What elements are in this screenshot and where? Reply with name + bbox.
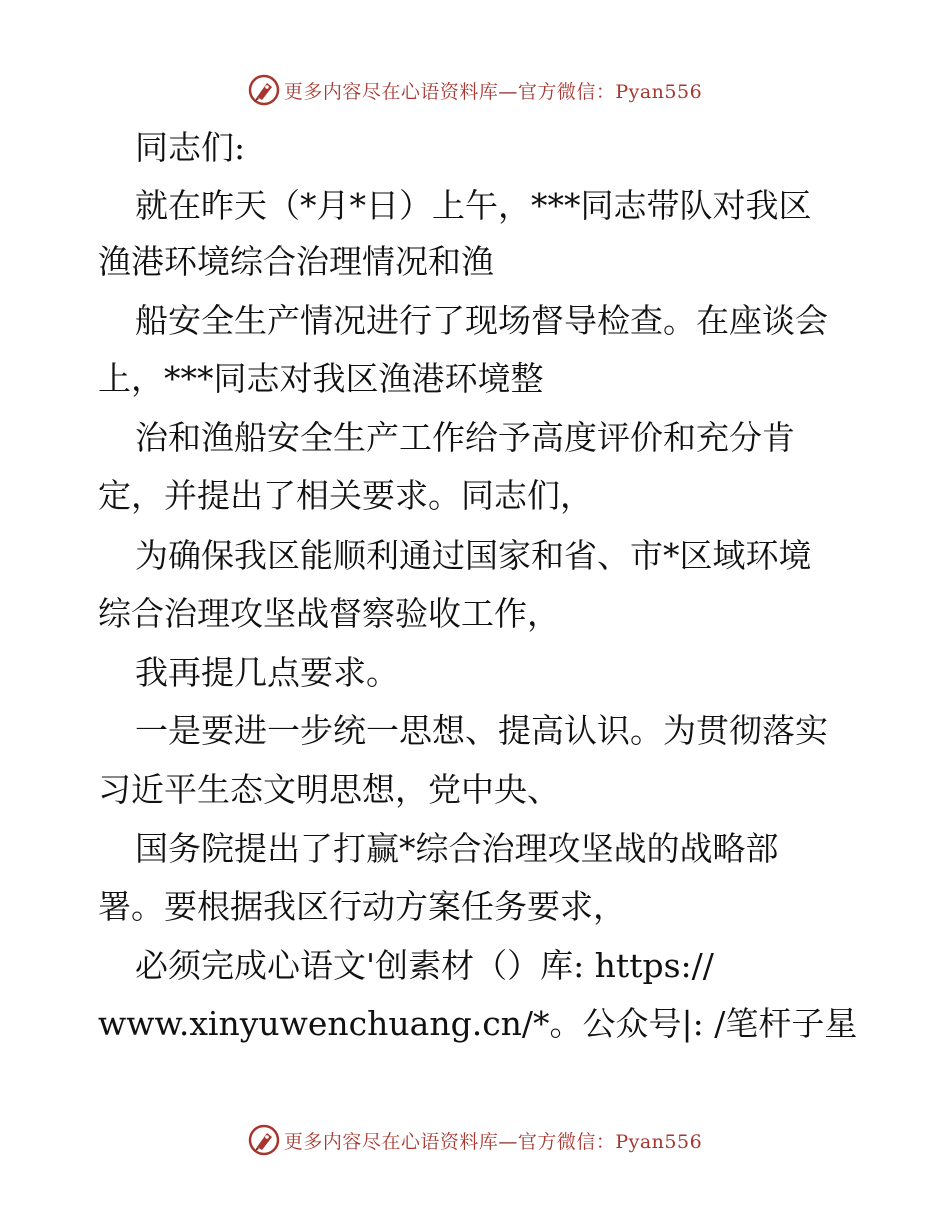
doc-line: 署。要根据我区行动方案任务要求， <box>98 887 626 926</box>
pen-nib-logo-icon <box>248 74 280 106</box>
doc-line: 一是要进一步统一思想、提高认识。为贯彻落实 <box>135 711 828 750</box>
footer-banner <box>0 1120 950 1160</box>
doc-line: 渔港环境综合治理情况和渔 <box>98 242 494 281</box>
doc-line: 船安全生产情况进行了现场督导检查。在座谈会 <box>135 301 828 340</box>
banner-separator: — <box>498 1130 518 1153</box>
header-banner <box>0 70 950 110</box>
banner-separator: — <box>498 80 518 103</box>
banner-text <box>284 1127 702 1154</box>
doc-line: 定，并提出了相关要求。同志们， <box>98 476 593 515</box>
pen-nib-logo-icon <box>248 1124 280 1156</box>
doc-line: 治和渔船安全生产工作给予高度评价和充分肯 <box>135 418 795 457</box>
doc-line: 同志们: <box>135 128 246 167</box>
doc-line: 习近平生态文明思想，党中央、 <box>98 770 560 809</box>
doc-line: 就在昨天（*月*日）上午，***同志带队对我区 <box>135 186 812 225</box>
banner-wechat-text: 官方微信：Pyan556 <box>517 80 703 103</box>
doc-line: 为确保我区能顺利通过国家和省、市*区域环境 <box>135 536 812 575</box>
doc-line: www.xinyuwenchuang.cn/*。公众号|: /笔杆子星 <box>98 1004 858 1043</box>
doc-line: 上，***同志对我区渔港环境整 <box>98 359 544 398</box>
doc-line: 我再提几点要求。 <box>135 653 399 692</box>
banner-main-text: 更多内容尽在心语资料库 <box>283 80 499 103</box>
doc-line: 必须完成心语文'创素材（）库: https:// <box>135 946 714 985</box>
banner-wechat-text: 官方微信：Pyan556 <box>517 1130 703 1153</box>
banner-text <box>284 77 702 104</box>
doc-line: 国务院提出了打赢*综合治理攻坚战的战略部 <box>135 829 779 868</box>
doc-line: 综合治理攻坚战督察验收工作， <box>98 594 560 633</box>
banner-main-text: 更多内容尽在心语资料库 <box>283 1130 499 1153</box>
